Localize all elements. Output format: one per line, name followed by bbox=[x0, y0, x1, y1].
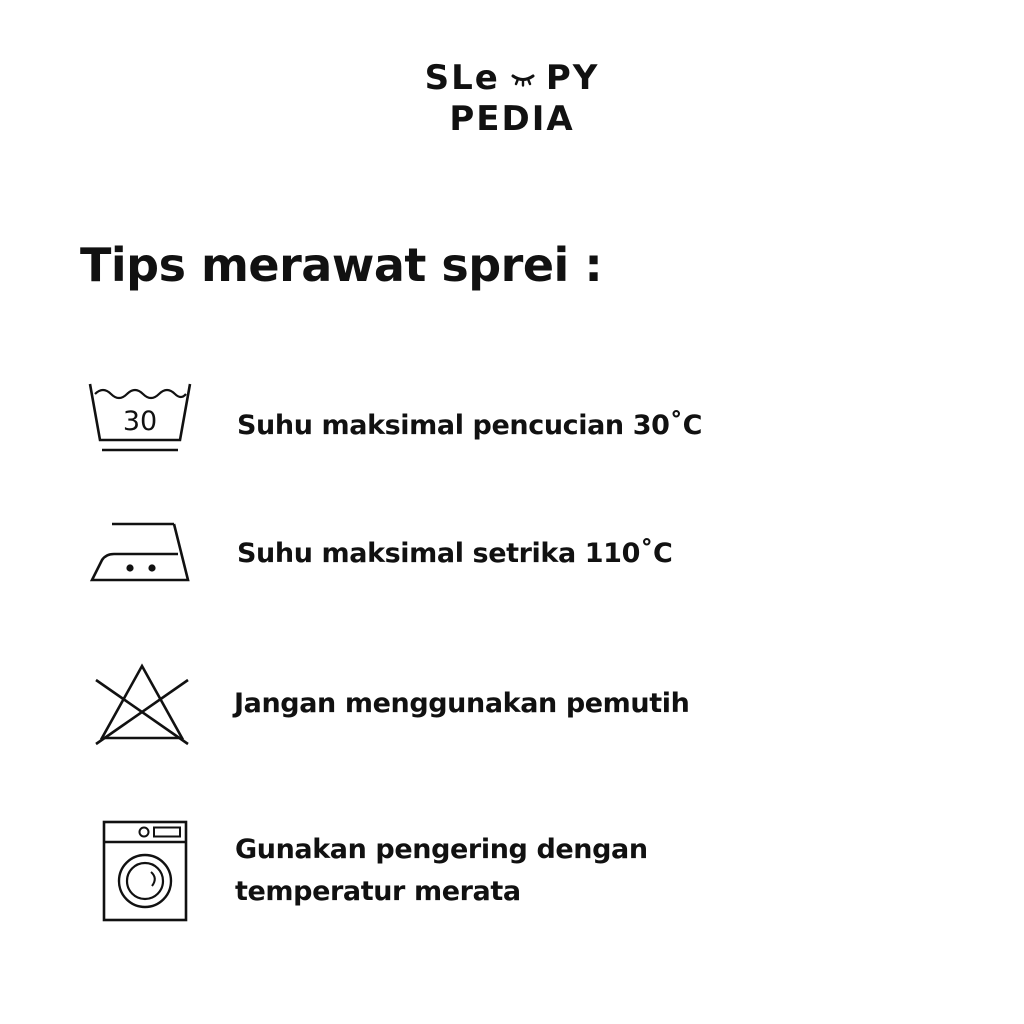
washing-machine-icon bbox=[102, 820, 188, 924]
brand-line-1 bbox=[0, 58, 1024, 98]
tip-text-wash: Suhu maksimal pencucian 30˚C bbox=[237, 410, 703, 441]
no-bleach-icon bbox=[90, 660, 194, 750]
brand-logo bbox=[0, 58, 1024, 139]
page-title: Tips merawat sprei : bbox=[80, 238, 603, 292]
tip-text-no-bleach: Jangan menggunakan pemutih bbox=[234, 688, 690, 719]
wash-30-icon bbox=[86, 380, 194, 456]
brand-text-left: SLe bbox=[424, 58, 500, 98]
brand-line-2: PEDIA bbox=[449, 99, 575, 139]
brand-text-right: PY bbox=[545, 58, 600, 98]
tip-text-dryer-line2: temperatur merata bbox=[235, 876, 521, 907]
tip-text-iron: Suhu maksimal setrika 110˚C bbox=[237, 538, 673, 569]
wash-temperature-label: 30 bbox=[122, 406, 158, 437]
tip-text-dryer-line1: Gunakan pengering dengan bbox=[235, 834, 648, 865]
iron-two-dots-icon bbox=[88, 518, 192, 588]
closed-eye-icon bbox=[510, 68, 536, 88]
